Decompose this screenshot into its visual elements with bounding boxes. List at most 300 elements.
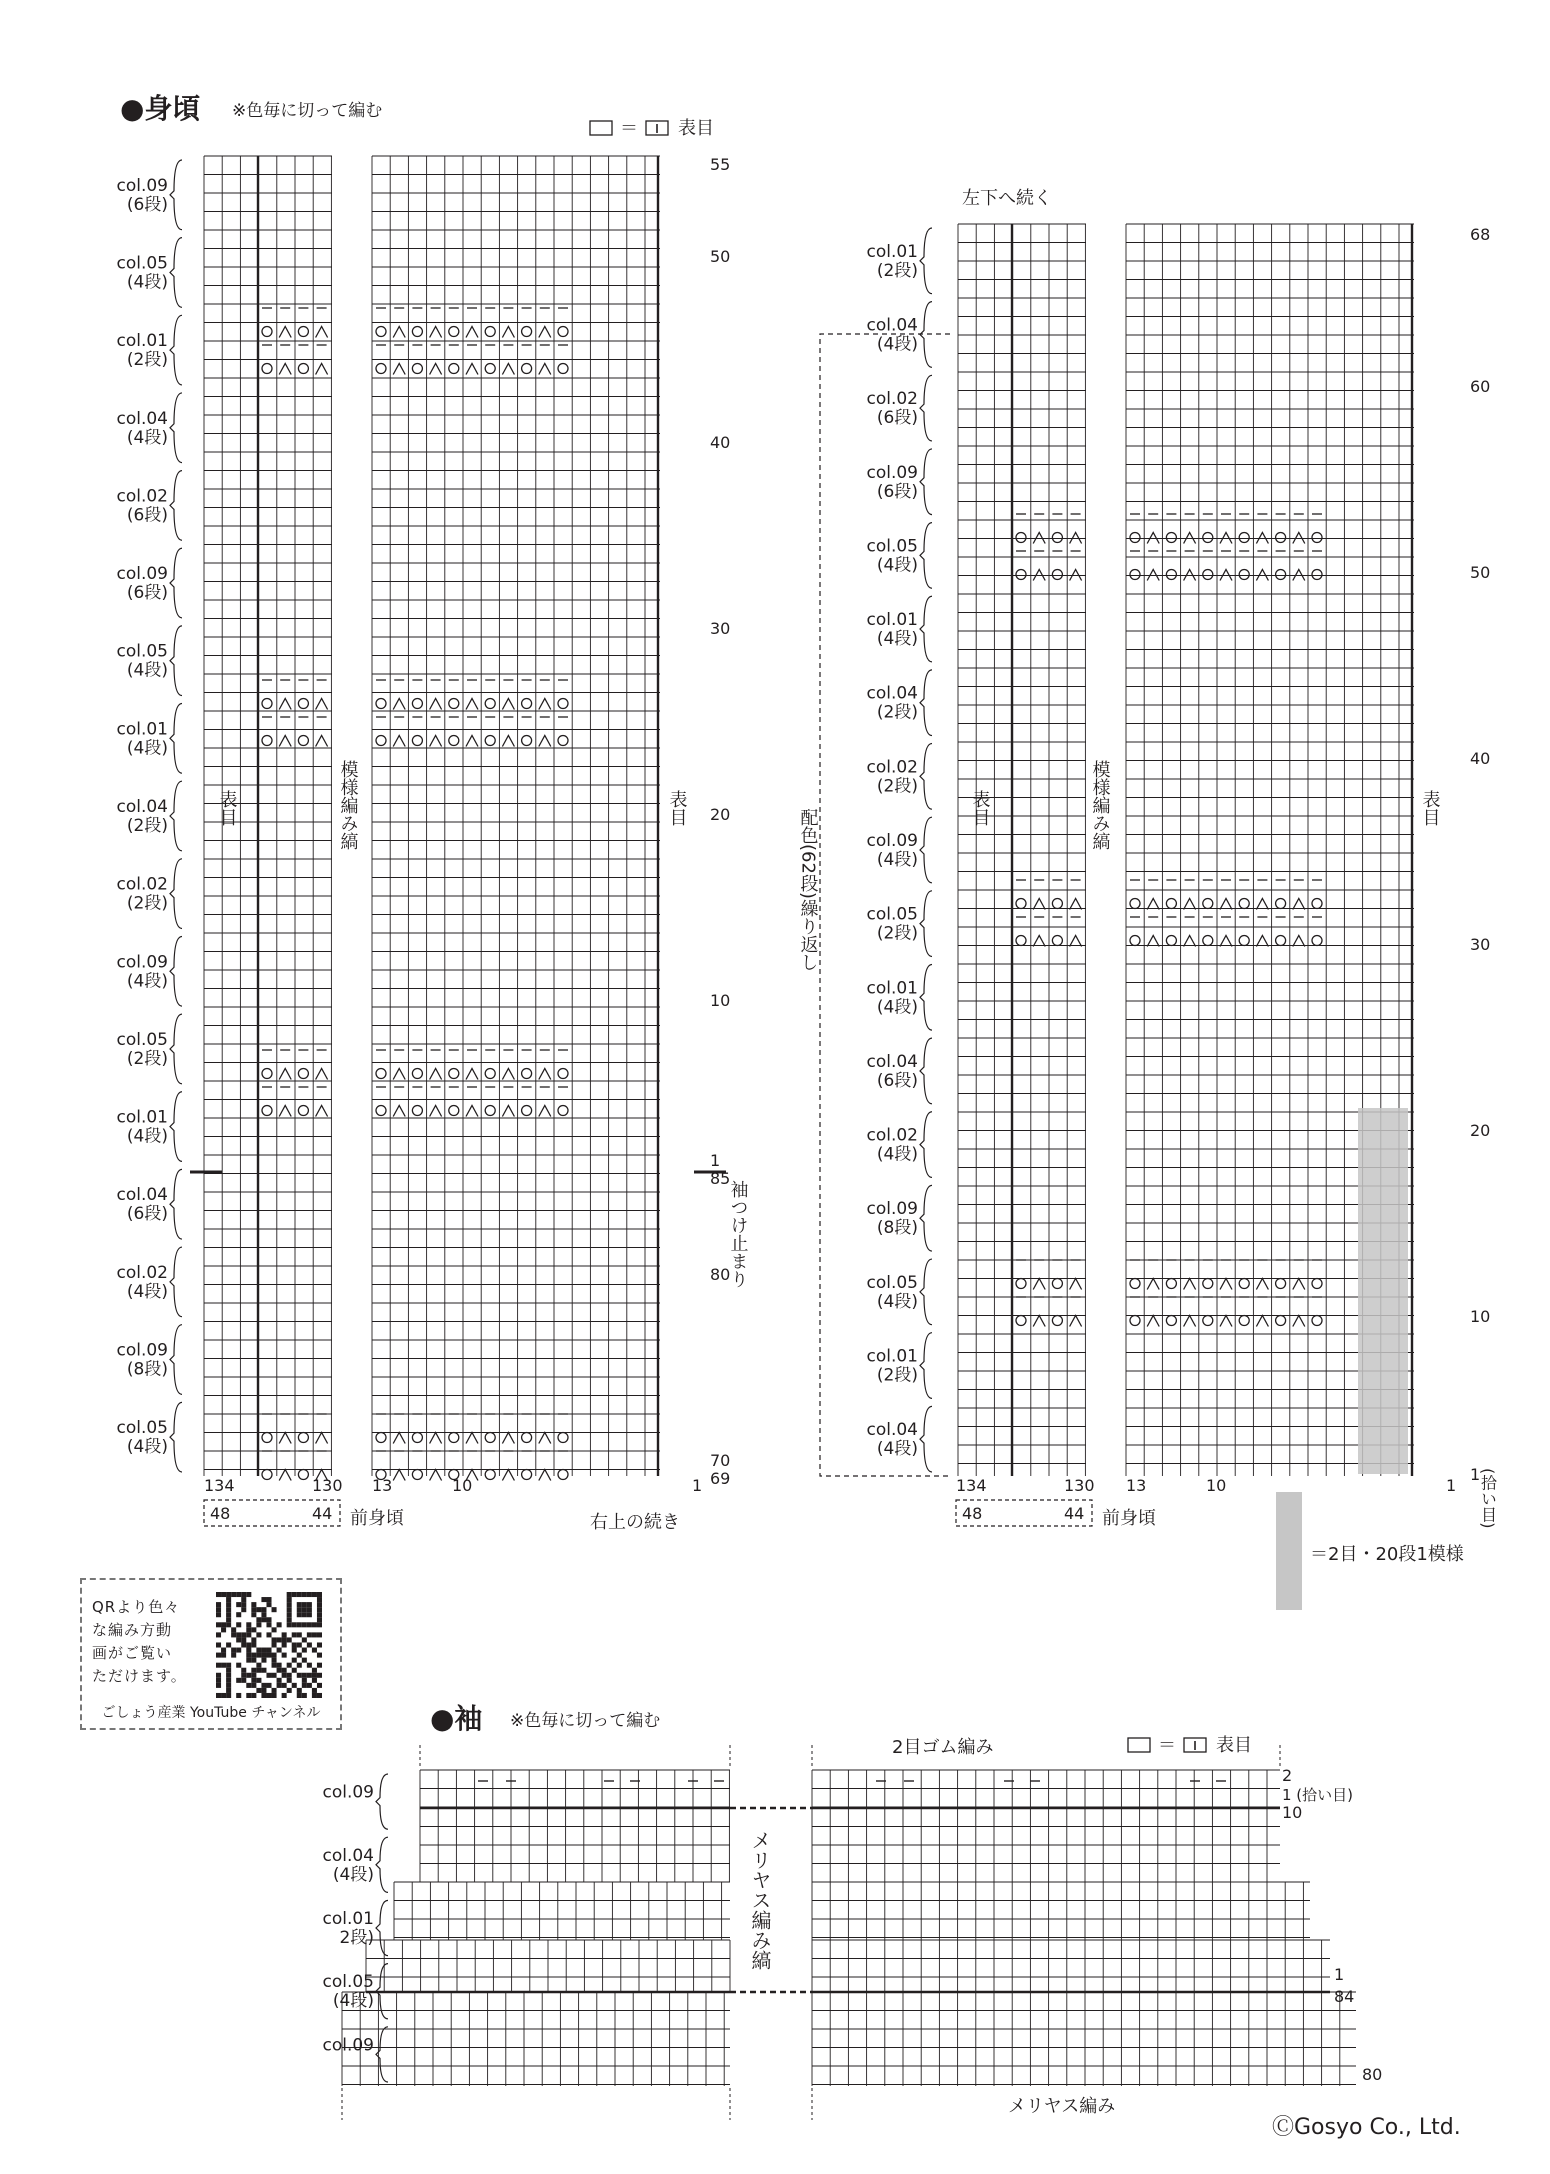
color-rows: (4段) (332, 1864, 374, 1885)
qr-module (272, 1637, 277, 1642)
qr-module (246, 1627, 251, 1632)
decrease-symbol (1147, 899, 1159, 910)
qr-module (251, 1612, 256, 1617)
sleeve-row-2: 2 (1282, 1766, 1293, 1785)
qr-module (216, 1607, 221, 1612)
sleeve-low-left (366, 1940, 730, 1992)
color-label: col.04 (116, 797, 168, 817)
qr-module (292, 1683, 297, 1688)
qr-module (287, 1617, 292, 1622)
yo-symbol (262, 1470, 272, 1480)
qr-module (226, 1642, 231, 1647)
yo-symbol (1016, 570, 1026, 580)
qr-module (317, 1663, 322, 1668)
qr-module (287, 1663, 292, 1668)
color-rows: (4段) (126, 1126, 168, 1147)
qr-module (241, 1592, 246, 1597)
right-stitch-13: 13 (1126, 1476, 1147, 1495)
color-label: col.02 (866, 1125, 918, 1146)
qr-module (282, 1683, 287, 1688)
qr-module (272, 1693, 277, 1698)
qr-module (317, 1612, 322, 1617)
body-grid-right (372, 156, 660, 1476)
yo-symbol (1312, 533, 1322, 543)
qr-module (256, 1663, 261, 1668)
decrease-symbol (1147, 533, 1159, 544)
qr-module (266, 1602, 271, 1607)
qr-module (226, 1612, 231, 1617)
qr-module (287, 1592, 292, 1597)
qr-module (216, 1592, 221, 1597)
row-number: 50 (710, 247, 731, 266)
brace (920, 449, 932, 515)
decrease-symbol (1147, 570, 1159, 581)
body-row-numbers (710, 155, 730, 1488)
legend-equals: ＝ (620, 118, 638, 139)
yo-symbol (1203, 1279, 1213, 1289)
body-stitch-134: 134 (204, 1476, 235, 1495)
yo-symbol (1052, 533, 1062, 543)
decrease-symbol (279, 736, 291, 747)
qr-module (261, 1617, 266, 1622)
qr-module (251, 1673, 256, 1678)
color-rows: (6段) (876, 408, 918, 429)
qr-module (261, 1668, 266, 1673)
qr-module (297, 1592, 302, 1597)
qr-module (277, 1622, 282, 1627)
body-pattern-label: 模様編み縞 (337, 760, 359, 850)
brace (920, 670, 932, 736)
qr-module (307, 1642, 312, 1647)
yo-symbol (262, 364, 272, 374)
qr-module (302, 1693, 307, 1698)
qr-module (226, 1622, 231, 1627)
qr-module (226, 1602, 231, 1607)
qr-module (297, 1688, 302, 1693)
qr-module (221, 1592, 226, 1597)
yo-symbol (1276, 570, 1286, 580)
sleeve-low-right (812, 1940, 1330, 1992)
qr-module (231, 1653, 236, 1658)
right-top-label: 左下へ続く (962, 188, 1052, 209)
qr-module (277, 1637, 282, 1642)
yo-symbol (298, 1470, 308, 1480)
yo-symbol (522, 1106, 532, 1116)
decrease-symbol (1256, 1279, 1268, 1290)
qr-module (287, 1637, 292, 1642)
yo-symbol (1130, 533, 1140, 543)
qr-module (226, 1673, 231, 1678)
yo-symbol (376, 1106, 386, 1116)
yo-symbol (1166, 936, 1176, 946)
qr-module (241, 1673, 246, 1678)
yo-symbol (298, 327, 308, 337)
yo-symbol (485, 1433, 495, 1443)
yo-symbol (522, 1470, 532, 1480)
yo-symbol (376, 1069, 386, 1079)
qr-module (261, 1693, 266, 1698)
color-rows: (2段) (126, 893, 168, 914)
color-label: col.01 (322, 1909, 374, 1929)
yo-symbol (298, 364, 308, 374)
sleeve-row-1: 1 (1334, 1965, 1345, 1984)
qr-module (302, 1602, 307, 1607)
decrease-symbol (466, 1069, 478, 1080)
right-front-label: 前身頃 (1102, 1508, 1156, 1529)
yo-symbol (1166, 899, 1176, 909)
blank-cell-icon (1128, 1738, 1150, 1752)
qr-module (236, 1602, 241, 1607)
grid-layer (190, 156, 1414, 2120)
qr-module (272, 1688, 277, 1693)
qr-module (287, 1597, 292, 1602)
decrease-symbol (279, 1433, 291, 1444)
qr-module (282, 1637, 287, 1642)
qr-module (302, 1622, 307, 1627)
yo-symbol (412, 1069, 422, 1079)
yo-symbol (449, 1106, 459, 1116)
qr-module (251, 1678, 256, 1683)
qr-module (246, 1642, 251, 1647)
decrease-symbol (1033, 899, 1045, 910)
qr-module (272, 1663, 277, 1668)
decrease-symbol (1293, 1316, 1305, 1327)
decrease-symbol (502, 1433, 514, 1444)
row-number: 85 (710, 1169, 731, 1188)
color-rows: (4段) (126, 1281, 168, 1302)
right-repeat-label: 配色(62段)繰り返し (797, 808, 819, 971)
color-label: col.04 (866, 1420, 918, 1441)
brace (170, 471, 182, 541)
qr-module (261, 1688, 266, 1693)
brace (170, 160, 182, 230)
qr-text (92, 1596, 192, 1688)
legend-knit-label: 表目 (678, 118, 714, 139)
decrease-symbol (1256, 899, 1268, 910)
yo-symbol (1276, 1316, 1286, 1326)
right-stitch-10: 10 (1206, 1476, 1227, 1495)
yo-symbol (1312, 570, 1322, 580)
decrease-symbol (1184, 936, 1196, 947)
yo-symbol (1239, 570, 1249, 580)
decrease-symbol (1256, 533, 1268, 544)
yo-symbol (558, 1433, 568, 1443)
body-stitch-1: 1 (692, 1476, 703, 1495)
decrease-symbol (1070, 1316, 1082, 1327)
qr-module (251, 1642, 256, 1647)
color-rows: (4段) (332, 1991, 374, 2012)
sleeve-title: ●袖 (430, 1702, 483, 1735)
yo-symbol (1239, 1279, 1249, 1289)
color-rows: (6段) (126, 583, 168, 604)
qr-module (272, 1642, 277, 1647)
yo-symbol (1239, 1316, 1249, 1326)
color-label: col.09 (116, 1340, 168, 1361)
yo-symbol (1166, 1316, 1176, 1326)
qr-module (307, 1602, 312, 1607)
decrease-symbol (1220, 533, 1232, 544)
row-number: 60 (1470, 377, 1491, 396)
color-label: col.05 (866, 536, 918, 557)
decrease-symbol (1070, 936, 1082, 947)
qr-module (307, 1592, 312, 1597)
qr-module (251, 1607, 256, 1612)
qr-module (246, 1693, 251, 1698)
qr-module (317, 1653, 322, 1658)
qr-module (226, 1597, 231, 1602)
yo-symbol (262, 736, 272, 746)
body-knit-label-left: 表目 (216, 790, 238, 826)
body-note: ※色毎に切って編む (232, 101, 383, 121)
color-rows: (2段) (876, 776, 918, 797)
decrease-symbol (502, 699, 514, 710)
sleeve-base-left (342, 1992, 730, 2086)
color-rows: (4段) (876, 997, 918, 1018)
decrease-symbol (279, 1106, 291, 1117)
sleeve-mid-left (394, 1882, 730, 1940)
qr-module (317, 1632, 322, 1637)
yo-symbol (1052, 899, 1062, 909)
right-stitch-134: 134 (956, 1476, 987, 1495)
qr-module (317, 1683, 322, 1688)
color-label: col.04 (866, 315, 918, 336)
qr-module (317, 1607, 322, 1612)
decrease-symbol (1184, 1279, 1196, 1290)
qr-module (256, 1688, 261, 1693)
qr-module (266, 1683, 271, 1688)
sleeve-stripe-label: メリヤス編み縞 (748, 1830, 772, 1970)
qr-module (317, 1622, 322, 1627)
decrease-symbol (393, 736, 405, 747)
qr-module (241, 1597, 246, 1602)
qr-module (272, 1673, 277, 1678)
qr-module (292, 1648, 297, 1653)
color-rows: (2段) (876, 1365, 918, 1386)
qr-module (307, 1607, 312, 1612)
brace (170, 1402, 182, 1472)
decrease-symbol (1184, 570, 1196, 581)
sleeve-stop-label: 袖つけ止まり (727, 1180, 749, 1288)
row-number: 70 (710, 1451, 731, 1470)
qr-code-icon[interactable] (212, 1592, 326, 1698)
qr-module (221, 1693, 226, 1698)
qr-module (302, 1592, 307, 1597)
qr-module (297, 1602, 302, 1607)
yo-symbol (1016, 899, 1026, 909)
decrease-symbol (502, 736, 514, 747)
yo-symbol (1016, 936, 1026, 946)
qr-module (216, 1663, 221, 1668)
decrease-symbol (1033, 1279, 1045, 1290)
qr-module (317, 1597, 322, 1602)
color-rows: (2段) (876, 260, 918, 281)
decrease-symbol (430, 1069, 442, 1080)
yo-symbol (298, 1106, 308, 1116)
qr-module (241, 1678, 246, 1683)
qr-module (246, 1658, 251, 1663)
qr-module (312, 1592, 317, 1597)
yo-symbol (298, 736, 308, 746)
decrease-symbol (1033, 533, 1045, 544)
color-label: col.02 (866, 389, 918, 410)
right-dashed-44: 44 (1064, 1504, 1085, 1523)
qr-module (256, 1617, 261, 1622)
copyright: ⒸGosyo Co., Ltd. (1272, 2115, 1461, 2140)
qr-module (277, 1668, 282, 1673)
decrease-symbol (430, 1470, 442, 1481)
decrease-symbol (466, 1106, 478, 1117)
color-label: col.05 (116, 1029, 168, 1050)
qr-module (277, 1683, 282, 1688)
decrease-symbol (393, 1470, 405, 1481)
brace (920, 964, 932, 1030)
qr-module (292, 1642, 297, 1647)
row-number: 20 (1470, 1121, 1491, 1140)
qr-module (261, 1607, 266, 1612)
qr-module (302, 1673, 307, 1678)
color-rows: (4段) (126, 660, 168, 681)
qr-module (246, 1648, 251, 1653)
qr-module (307, 1612, 312, 1617)
qr-module (216, 1642, 221, 1647)
qr-module (251, 1693, 256, 1698)
right-stitch-130: 130 (1064, 1476, 1095, 1495)
qr-module (317, 1693, 322, 1698)
color-rows: 2段) (339, 1928, 374, 1948)
yo-symbol (1130, 570, 1140, 580)
color-rows: (4段) (876, 1144, 918, 1165)
decrease-symbol (539, 327, 551, 338)
decrease-symbol (1070, 570, 1082, 581)
row-number: 80 (710, 1265, 731, 1284)
qr-module (317, 1592, 322, 1597)
body-continue-label: 右上の続き (590, 1512, 680, 1533)
qr-module (251, 1683, 256, 1688)
brace (170, 315, 182, 385)
sleeve-row-84: 84 (1334, 1987, 1355, 2006)
qr-module (236, 1678, 241, 1683)
qr-line: 画がご覧い (92, 1644, 173, 1662)
yo-symbol (1312, 1316, 1322, 1326)
yo-symbol (558, 327, 568, 337)
yo-symbol (522, 1433, 532, 1443)
yo-symbol (522, 327, 532, 337)
qr-module (251, 1658, 256, 1663)
right-pickup-label: (拾い目) (1478, 1468, 1498, 1529)
decrease-symbol (1184, 1316, 1196, 1327)
yo-symbol (522, 699, 532, 709)
color-label: col.01 (866, 241, 918, 262)
qr-module (236, 1612, 241, 1617)
qr-module (246, 1622, 251, 1627)
qr-module (221, 1653, 226, 1658)
decrease-symbol (466, 327, 478, 338)
yo-symbol (485, 1106, 495, 1116)
qr-module (317, 1602, 322, 1607)
decrease-symbol (1033, 936, 1045, 947)
decrease-symbol (1184, 533, 1196, 544)
color-label: col.05 (116, 253, 168, 274)
yo-symbol (262, 1069, 272, 1079)
qr-module (241, 1642, 246, 1647)
brace (170, 238, 182, 308)
qr-module (317, 1617, 322, 1622)
yo-symbol (1239, 533, 1249, 543)
sleeve-rib-right (812, 1770, 1280, 1808)
sleeve-note: ※色毎に切って編む (510, 1711, 661, 1731)
qr-module (312, 1678, 317, 1683)
yo-symbol (449, 364, 459, 374)
brace (170, 626, 182, 696)
qr-module (241, 1637, 246, 1642)
qr-module (216, 1683, 221, 1688)
qr-module (236, 1693, 241, 1698)
decrease-symbol (393, 1069, 405, 1080)
decrease-symbol (1033, 1316, 1045, 1327)
decrease-symbol (502, 1106, 514, 1117)
brace (920, 817, 932, 883)
decrease-symbol (430, 364, 442, 375)
color-label: col.09 (322, 1782, 374, 1803)
row-number: 40 (710, 433, 731, 452)
qr-module (292, 1658, 297, 1663)
decrease-symbol (279, 699, 291, 710)
brace (170, 936, 182, 1006)
sleeve-upper-right (812, 1808, 1280, 1882)
qr-module (266, 1693, 271, 1698)
qr-module (266, 1648, 271, 1653)
decrease-symbol (1220, 1279, 1232, 1290)
qr-module (297, 1622, 302, 1627)
qr-module (246, 1632, 251, 1637)
qr-module (226, 1683, 231, 1688)
qr-module (226, 1668, 231, 1673)
row-number: 30 (710, 619, 731, 638)
color-rows: (4段) (876, 1439, 918, 1460)
decrease-symbol (539, 1106, 551, 1117)
right-pattern-label: 模様編み縞 (1089, 760, 1111, 850)
yo-symbol (412, 1433, 422, 1443)
body-dashed-44: 44 (312, 1504, 333, 1523)
decrease-symbol (539, 364, 551, 375)
color-label: col.04 (866, 1051, 918, 1072)
yo-symbol (1130, 899, 1140, 909)
brace (920, 1333, 932, 1399)
color-label: col.02 (866, 757, 918, 778)
qr-module (297, 1612, 302, 1617)
right-row-numbers (1470, 225, 1490, 1484)
yo-symbol (262, 699, 272, 709)
decrease-symbol (430, 736, 442, 747)
qr-module (221, 1627, 226, 1632)
decrease-symbol (316, 1106, 328, 1117)
color-label: col.04 (116, 408, 168, 429)
brace (170, 1247, 182, 1317)
yo-symbol (485, 699, 495, 709)
row-number: 30 (1470, 935, 1491, 954)
qr-module (231, 1627, 236, 1632)
decrease-symbol (430, 1433, 442, 1444)
qr-module (302, 1683, 307, 1688)
decrease-symbol (279, 364, 291, 375)
qr-module (266, 1622, 271, 1627)
qr-module (302, 1648, 307, 1653)
color-label: col.02 (116, 1262, 168, 1283)
qr-module (221, 1622, 226, 1627)
color-label: col.05 (322, 1972, 374, 1993)
qr-module (297, 1632, 302, 1637)
color-rows: (8段) (126, 1359, 168, 1380)
